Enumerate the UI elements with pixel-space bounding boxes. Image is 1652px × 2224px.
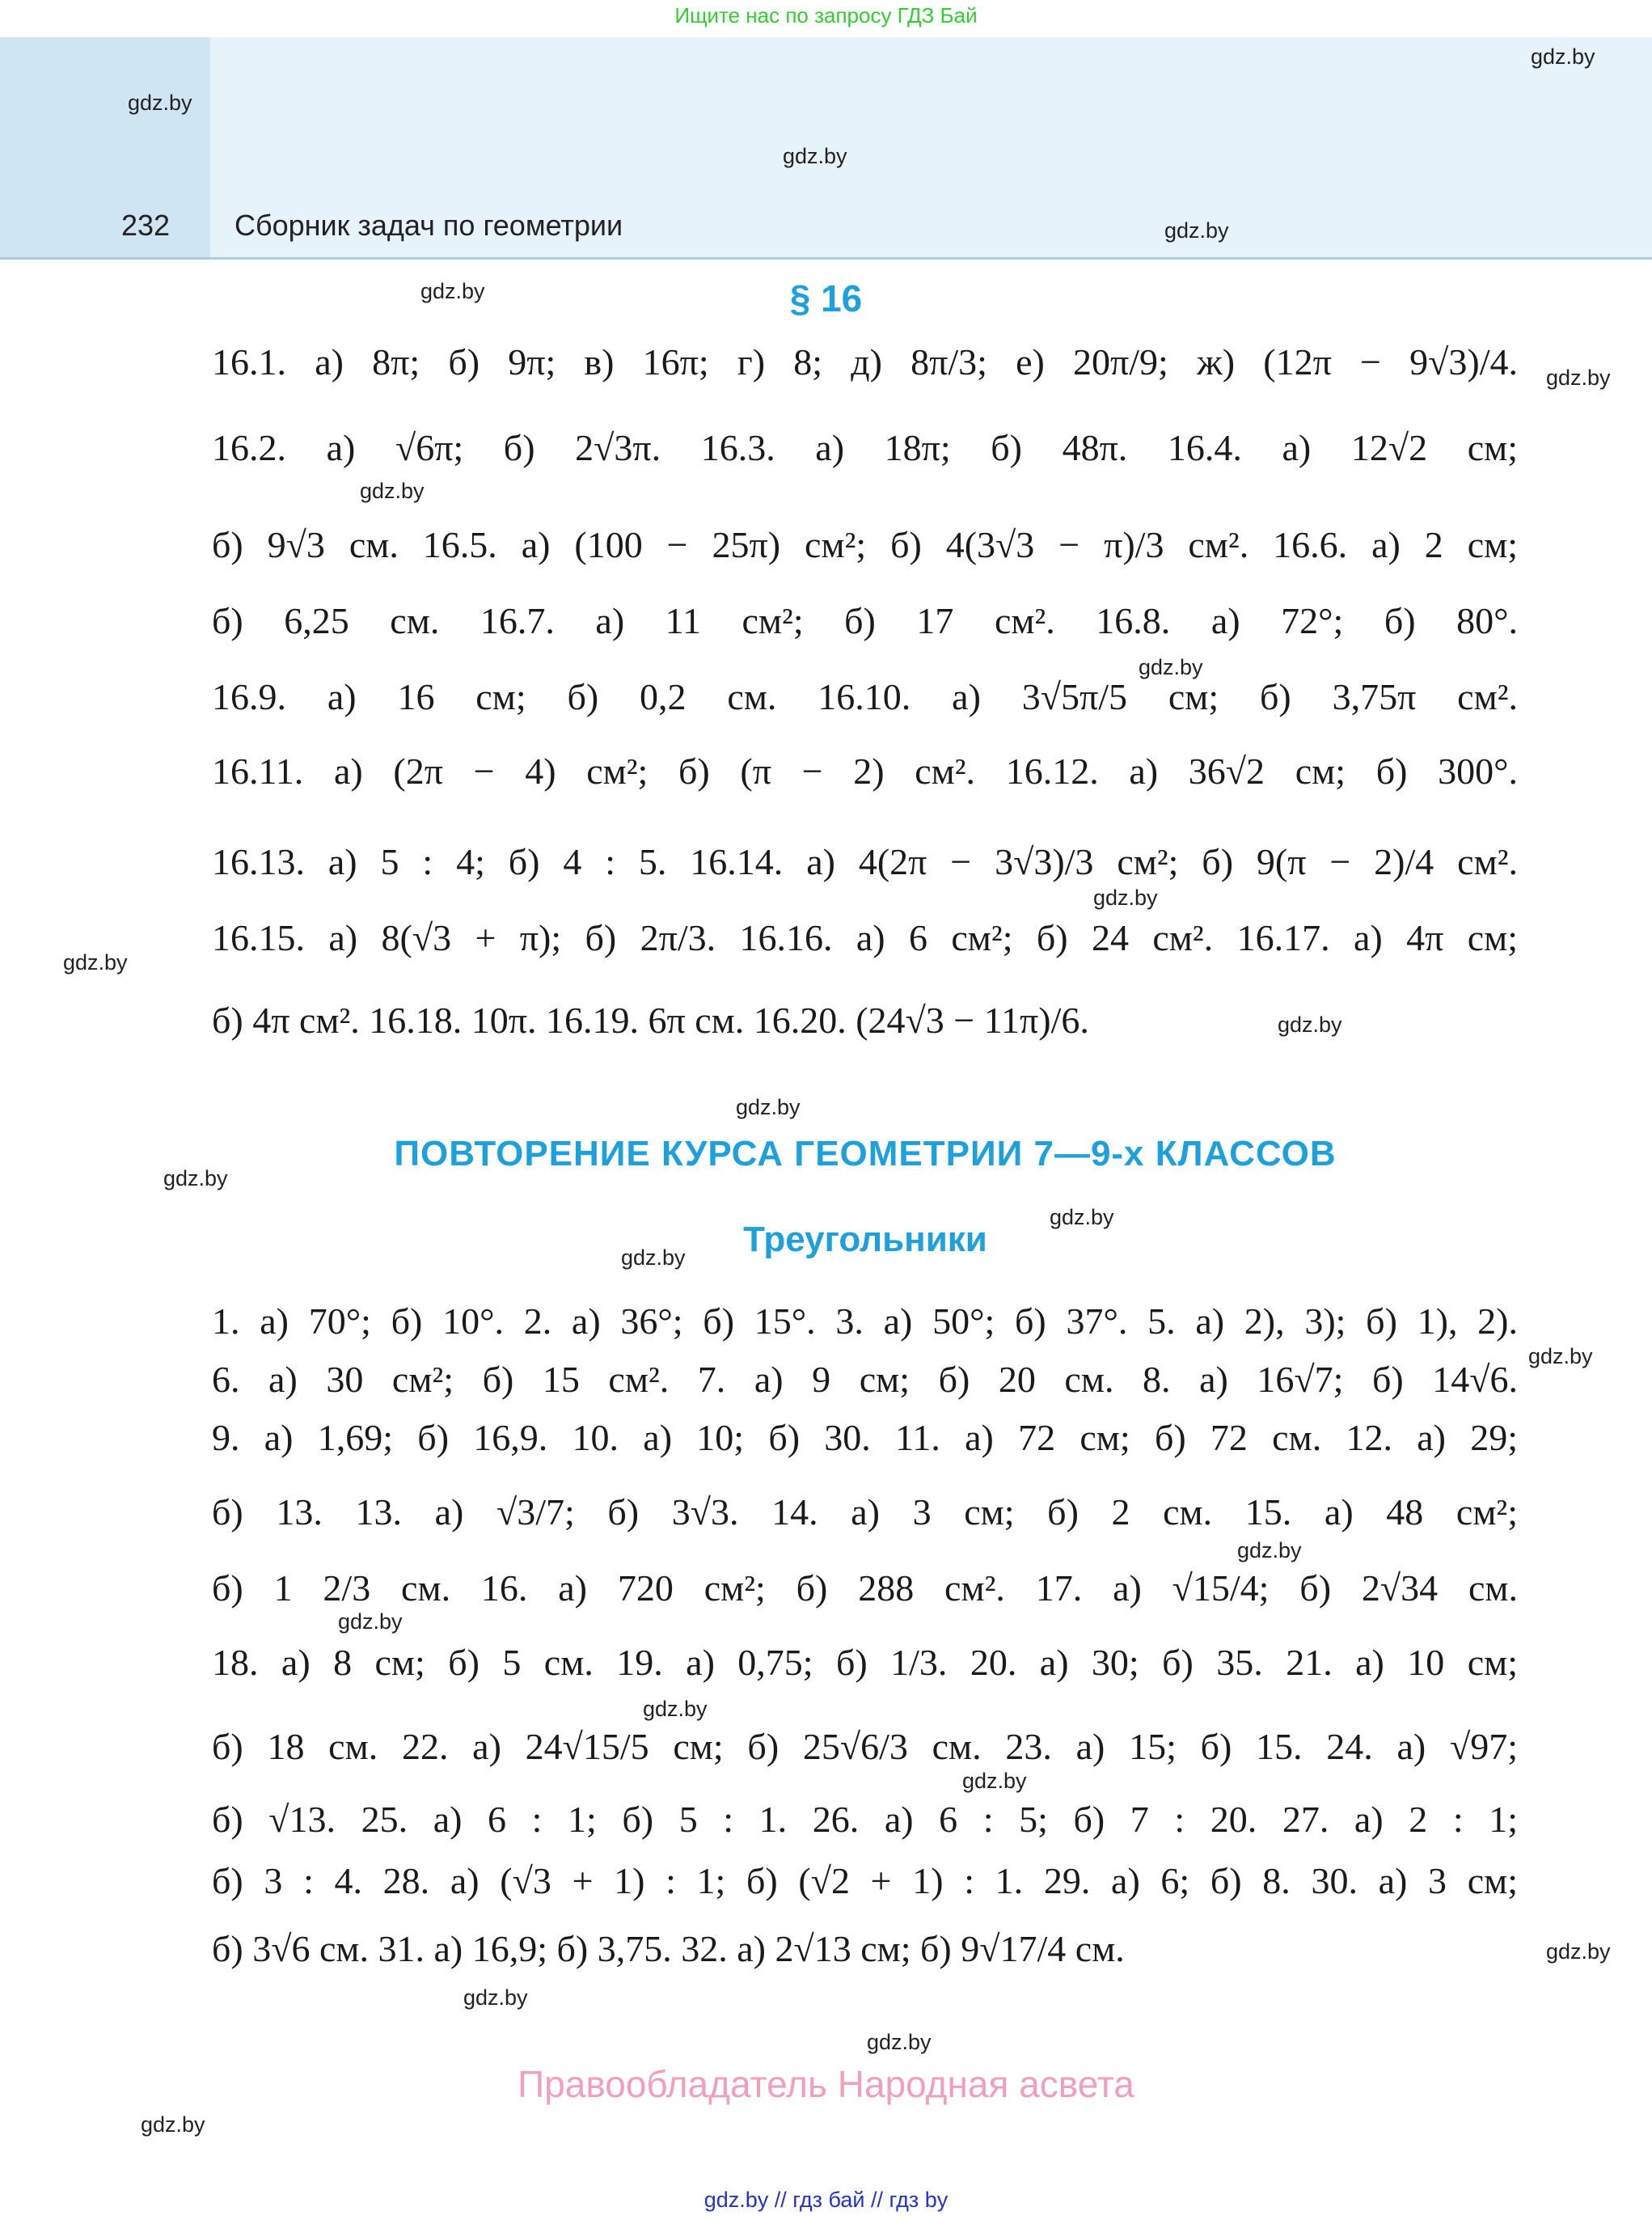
review-title: ПОВТОРЕНИЕ КУРСА ГЕОМЕТРИИ 7—9-х КЛАССОВ [394,1134,1337,1173]
copyright-notice: Правообладатель Народная асвета [518,2063,1134,2105]
answer-line: б) 18 см. 22. а) 24√15/5 см; б) 25√6/3 см. 23. а) 15; б) 15. 24. а) √97; [212,1726,1518,1767]
watermark: gdz.by [867,2030,932,2054]
watermark: gdz.by [1164,218,1229,243]
top-banner[interactable]: Ищите нас по запросу ГДЗ Бай [674,3,978,27]
answer-line: б) 9√3 см. 16.5. а) (100 − 25π) см²; б) 4(3√3 − π)/3 см². 16.6. а) 2 см; [212,524,1518,565]
header-left-strip [0,37,210,257]
watermark: gdz.by [463,1985,528,2010]
answer-line: 9. а) 1,69; б) 16,9. 10. а) 10; б) 30. 11. а) 72 см; б) 72 см. 12. а) 29; [212,1417,1518,1458]
watermark: gdz.by [63,950,128,975]
watermark: gdz.by [1278,1013,1342,1037]
watermark: gdz.by [962,1769,1027,1793]
watermark: gdz.by [621,1245,686,1270]
watermark: gdz.by [338,1609,403,1634]
footer-links[interactable]: gdz.by // гдз бай // гдз by [703,2188,949,2212]
answer-line: 18. а) 8 см; б) 5 см. 19. а) 0,75; б) 1/3. 20. а) 30; б) 35. 21. а) 10 см; [212,1642,1518,1683]
answer-line: б) 3 : 4. 28. а) (√3 + 1) : 1; б) (√2 + 1) : 1. 29. а) 6; б) 8. 30. а) 3 см; [212,1860,1518,1901]
watermark: gdz.by [643,1697,708,1721]
watermark: gdz.by [1546,1939,1611,1964]
answer-line: 16.1. а) 8π; б) 9π; в) 16π; г) 8; д) 8π/3; е) 20π/9; ж) (12π − 9√3)/4. [212,341,1518,383]
answer-line: б) √13. 25. а) 6 : 1; б) 5 : 1. 26. а) 6 : 5; б) 7 : 20. 27. а) 2 : 1; [212,1799,1518,1840]
watermark: gdz.by [1528,1344,1593,1368]
answer-line: 16.9. а) 16 см; б) 0,2 см. 16.10. а) 3√5π/5 см; б) 3,75π см². [212,676,1518,717]
watermark: gdz.by [360,479,425,503]
answer-line: б) 1 2/3 см. 16. а) 720 см²; б) 288 см². 17. а) √15/4; б) 2√34 см. [212,1567,1518,1609]
answer-line: 6. а) 30 см²; б) 15 см². 7. а) 9 см; б) 20 см. 8. а) 16√7; б) 14√6. [212,1359,1518,1400]
answer-line: б) 3√6 см. 31. а) 16,9; б) 3,75. 32. а) 2√13 см; б) 9√17/4 см. [212,1928,1125,1969]
watermark: gdz.by [1237,1538,1302,1562]
answer-line: б) 4π см². 16.18. 10π. 16.19. 6π см. 16.20. (24√3 − 11π)/6. [212,1000,1089,1041]
page-number: 232 [121,209,171,242]
answer-line: 16.11. а) (2π − 4) см²; б) (π − 2) см². 16.12. а) 36√2 см; б) 300°. [212,750,1518,792]
watermark: gdz.by [1531,44,1595,69]
watermark: gdz.by [736,1095,801,1119]
watermark: gdz.by [1050,1205,1114,1229]
watermark: gdz.by [1546,366,1611,390]
book-title: Сборник задач по геометрии [234,209,623,242]
watermark: gdz.by [141,2112,205,2137]
answer-line: 1. а) 70°; б) 10°. 2. а) 36°; б) 15°. 3. а) 50°; б) 37°. 5. а) 2), 3); б) 1), 2). [212,1300,1518,1342]
watermark: gdz.by [783,144,847,168]
answer-line: 16.13. а) 5 : 4; б) 4 : 5. 16.14. а) 4(2π − 3√3)/3 см²; б) 9(π − 2)/4 см². [212,841,1518,882]
watermark: gdz.by [1093,886,1158,910]
answer-line: б) 13. 13. а) √3/7; б) 3√3. 14. а) 3 см; б) 2 см. 15. а) 48 см²; [212,1491,1518,1533]
answer-line: 16.2. а) √6π; б) 2√3π. 16.3. а) 18π; б) 48π. 16.4. а) 12√2 см; [212,427,1518,468]
watermark: gdz.by [163,1166,228,1190]
watermark: gdz.by [128,91,192,115]
watermark: gdz.by [1139,655,1203,679]
watermark: gdz.by [420,279,485,303]
section-title: § 16 [789,277,863,319]
answer-line: 16.15. а) 8(√3 + π); б) 2π/3. 16.16. а) 6 см²; б) 24 см². 16.17. а) 4π см; [212,917,1518,958]
subsection-title: Треугольники [743,1220,987,1259]
answer-line: б) 6,25 см. 16.7. а) 11 см²; б) 17 см². 16.8. а) 72°; б) 80°. [212,600,1518,641]
